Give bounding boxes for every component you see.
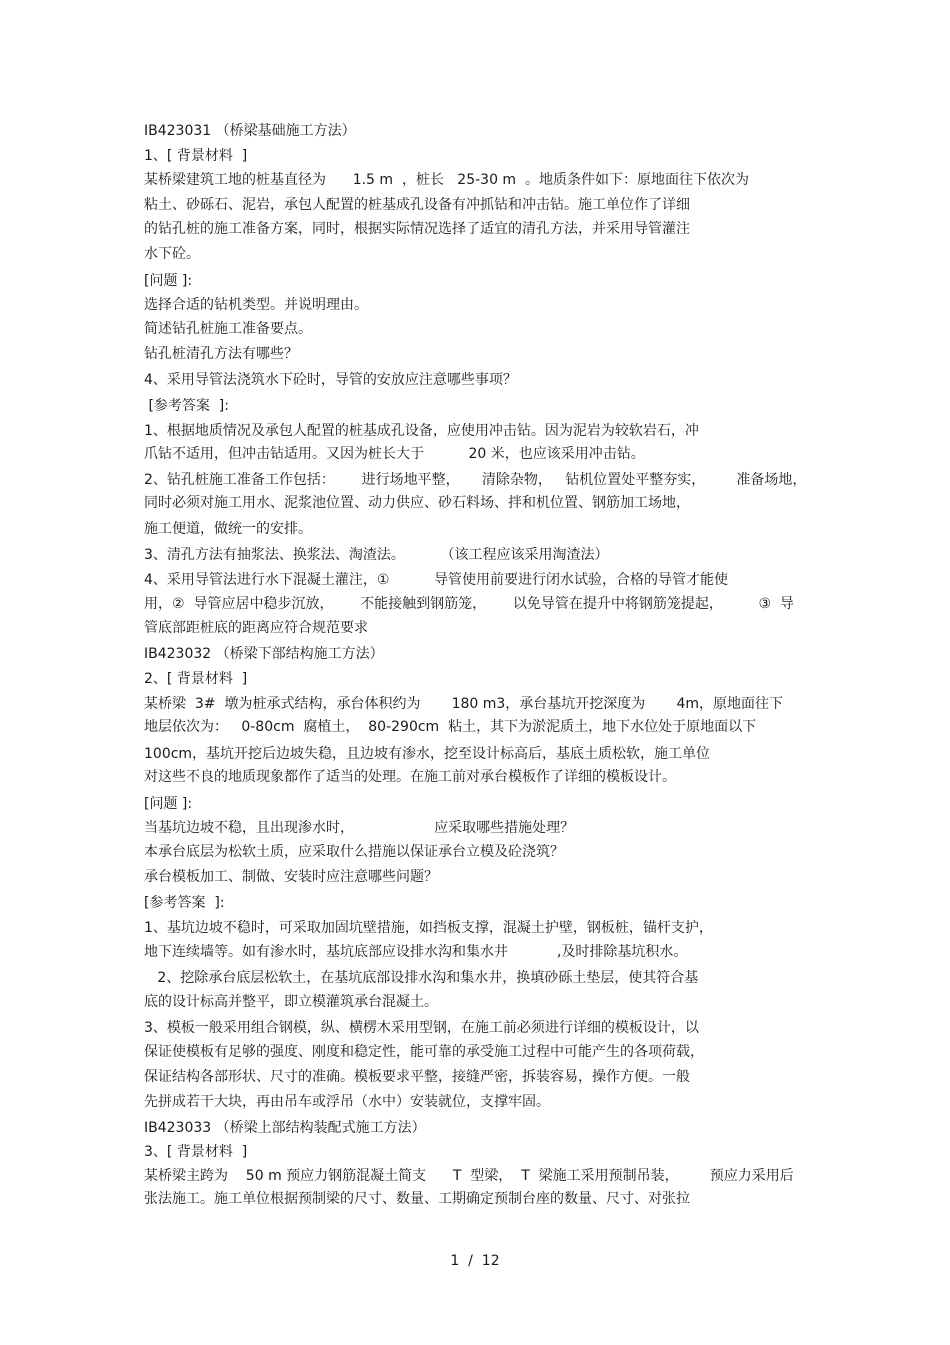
question-line: 本承台底层为松软土质，应采取什么措施以保证承台立模及砼浇筑？ <box>144 844 564 860</box>
text-line: 水下砼。 <box>144 246 200 262</box>
answer-line: 同时必须对施工用水、泥浆池位置、动力供应、砂石料场、拌和机位置、钢筋加工场地， <box>144 495 690 511</box>
question-line: 当基坑边坡不稳，且出现渗水时， 应采取哪些措施处理？ <box>144 820 575 836</box>
answer-line: 底的设计标高并整平，即立模灌筑承台混凝土。 <box>144 994 438 1010</box>
text-line: 对这些不良的地质现象都作了适当的处理。在施工前对承台模板作了详细的模板设计。 <box>144 769 676 785</box>
answer-line: 3、模板一般采用组合钢模，纵、横楞木采用型钢，在施工前必须进行详细的模板设计，以 <box>144 1020 699 1036</box>
question-line: 选择合适的钻机类型。并说明理由。 <box>144 297 368 313</box>
answer-line: 保证结构各部形状、尺寸的准确。模板要求平整，接缝严密，拆装容易，操作方便。一般 <box>144 1069 690 1085</box>
page-number: 1 / 12 <box>450 1253 500 1269</box>
subheading-questions: [问题 ]: <box>144 273 193 289</box>
question-line: 钻孔桩清孔方法有哪些？ <box>144 346 298 362</box>
question-line: 承台模板加工、制做、安装时应注意哪些问题？ <box>144 869 438 885</box>
subheading-background: 1、[ 背景材料 ] <box>144 148 248 164</box>
answer-line: 施工便道，做统一的安排。 <box>144 521 312 537</box>
question-line: 简述钻孔桩施工准备要点。 <box>144 321 312 337</box>
text-line: 某桥梁主跨为 50 m 预应力钢筋混凝土简支 T 型梁， T 梁施工采用预制吊装， 预应力采用后 <box>144 1168 794 1184</box>
text-line: 粘土、砂砾石、泥岩，承包人配置的桩基成孔设备有冲抓钻和冲击钻。施工单位作了详细 <box>144 197 690 213</box>
answer-line: 爪钻不适用，但冲击钻适用。又因为桩长大于 20 米，也应该采用冲击钻。 <box>144 446 645 462</box>
text-line: 100cm，基坑开挖后边坡失稳，且边坡有渗水，挖至设计标高后，基底土质松软，施工单位 <box>144 746 711 762</box>
answer-line: 3、清孔方法有抽浆法、换浆法、淘渣法。 （该工程应该采用淘渣法） <box>144 547 609 563</box>
text-line: 的钻孔桩的施工准备方案，同时，根据实际情况选择了适宜的清孔方法，并采用导管灌注 <box>144 221 690 237</box>
answer-line: 1、根据地质情况及承包人配置的桩基成孔设备，应使用冲击钻。因为泥岩为较软岩石，冲 <box>144 423 699 439</box>
subheading-background: 3、[ 背景材料 ] <box>144 1144 248 1160</box>
text-line: 地层依次为： 0-80cm 腐植土， 80-290cm 粘土，其下为淤泥质土，地下水位处于原地面以下 <box>144 719 757 735</box>
answer-line: 地下连续墙等。如有渗水时，基坑底部应设排水沟和集水井 ,及时排除基坑积水。 <box>144 944 688 960</box>
text-line: 某桥梁建筑工地的桩基直径为 1.5 m ，桩长 25-30 m 。地质条件如下：原地面往下依次为 <box>144 172 749 188</box>
section-heading: IB423033 （桥梁上部结构装配式施工方法） <box>144 1120 426 1136</box>
subheading-background: 2、[ 背景材料 ] <box>144 671 248 687</box>
section-heading: IB423031 （桥梁基础施工方法） <box>144 123 356 139</box>
answer-line: 4、采用导管法进行水下混凝土灌注，① 导管使用前要进行闭水试验，合格的导管才能使 <box>144 572 728 588</box>
section-heading: IB423032 （桥梁下部结构施工方法） <box>144 646 384 662</box>
answer-line: 2、挖除承台底层松软土，在基坑底部设排水沟和集水井，换填砂砾土垫层，使其符合基 <box>144 970 699 986</box>
answer-line: 先拼成若干大块，再由吊车或浮吊（水中）安装就位，支撑牢固。 <box>144 1094 550 1110</box>
answer-line: 管底部距桩底的距离应符合规范要求 <box>144 620 368 636</box>
text-line: 张法施工。施工单位根据预制梁的尺寸、数量、工期确定预制台座的数量、尺寸、对张拉 <box>144 1191 690 1207</box>
text-line: 某桥梁 3# 墩为桩承式结构，承台体积约为 180 m3，承台基坑开挖深度为 4m，原地面往下 <box>144 696 784 712</box>
question-line: 4、采用导管法浇筑水下砼时，导管的安放应注意哪些事项？ <box>144 372 517 388</box>
answer-line: 用，② 导管应居中稳步沉放， 不能接触到钢筋笼， 以免导管在提升中将钢筋笼提起， ③ 导 <box>144 596 794 612</box>
answer-line: 1、基坑边坡不稳时，可采取加固坑壁措施，如挡板支撑，混凝土护壁，钢板桩，锚杆支护， <box>144 920 713 936</box>
subheading-answers: [参考答案 ]: <box>144 398 229 414</box>
answer-line: 2、钻孔桩施工准备工作包括： 进行场地平整， 清除杂物， 钻机位置处平整夯实， 准备场地， <box>144 472 807 488</box>
answer-line: 保证使模板有足够的强度、刚度和稳定性，能可靠的承受施工过程中可能产生的各项荷载， <box>144 1044 704 1060</box>
subheading-answers: [参考答案 ]: <box>144 895 225 911</box>
subheading-questions: [问题 ]: <box>144 796 193 812</box>
